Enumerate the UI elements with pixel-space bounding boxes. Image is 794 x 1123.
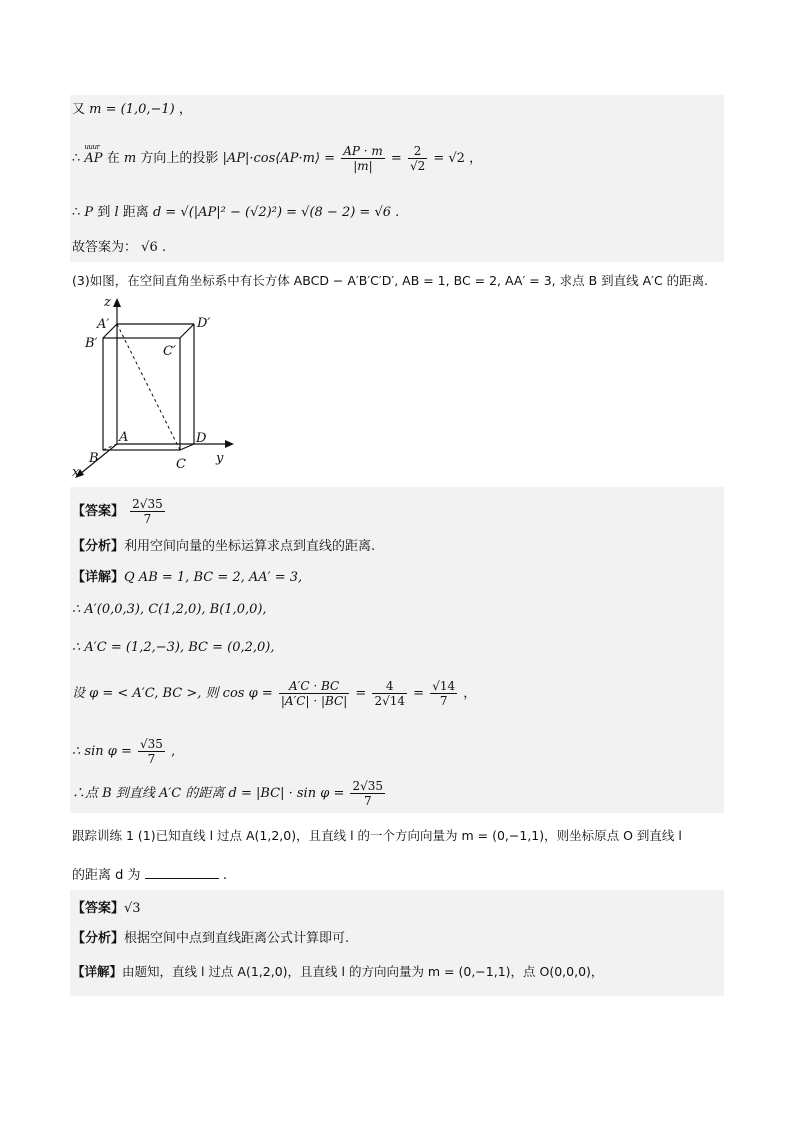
fraction-projection: $\frac{AP \cdot m}{|m|}$: [343, 144, 383, 173]
distance-fraction: $\frac{2√35}{7}$: [352, 779, 384, 808]
detail-3-line-5: ∴ sin φ = $\frac{√35}{7}$ ,: [72, 737, 176, 766]
detail-3-line-1: 【详解】Q AB = 1, BC = 2, AA′ = 3,: [72, 570, 303, 585]
detail-3-line-3: ∴ A′C = (1,2,−3), BC = (0,2,0),: [72, 640, 275, 655]
detail-3-line-4: 设 φ = < A′C, BC >, 则 cos φ = $\frac{A'C \cdot BC}{|A'C| \cdot |BC|}$ = $\frac{4}{2√14}$ = $\frac{√14}{7}$ ，: [72, 679, 477, 708]
label-x: x: [72, 465, 80, 480]
root-fourteen-over-seven: $\frac{√14}{7}$: [432, 679, 456, 708]
label-a-prime: A′: [97, 317, 110, 332]
detail-3-line-6: ∴点 B 到直线 A′C 的距离 d = |BC| · sin φ = $\frac{2√35}{7}$: [72, 779, 384, 808]
label-b: B: [89, 451, 99, 466]
detail-3-line-2: ∴ A′(0,0,3), C(1,2,0), B(1,0,0),: [72, 602, 267, 617]
solution-line-1: 又 m = (1,0,−1) ，: [72, 102, 192, 117]
label-z: z: [104, 295, 111, 310]
practice-detail-line: 【详解】由题知，直线 l 过点 A(1,2,0)，且直线 l 的方向向量为 m = (0,−1,1)，点 O(0,0,0)，: [72, 964, 604, 979]
label-a: A: [119, 430, 129, 445]
answer-3-fraction: $\frac{2√35}{7}$: [132, 497, 163, 526]
practice-1-statement: 跟踪训练 1 (1)已知直线 l 过点 A(1,2,0)，且直线 l 的一个方向向量为 m = (0,−1,1)，则坐标原点 O 到直线 l: [72, 828, 682, 843]
label-c: C: [176, 457, 186, 472]
label-y: y: [216, 451, 224, 466]
practice-answer-line: 【答案】√3: [72, 901, 141, 916]
solution-block-top: [70, 95, 724, 262]
label-d: D: [196, 431, 207, 446]
label-b-prime: B′: [85, 336, 98, 351]
answer-blank[interactable]: [145, 866, 219, 879]
solution-line-3: ∴ P 到 l 距离 d = √(|AP|² − (√2)²) = √(8 − 2) = √6 .: [72, 205, 400, 220]
practice-analysis-line: 【分析】根据空间中点到直线距离公式计算即可.: [72, 931, 350, 946]
practice-1-statement-line2: 的距离 d 为 .: [72, 868, 227, 883]
problem-3-statement: (3)如图，在空间直角坐标系中有长方体 ABCD − A′B′C′D′, AB = 1, BC = 2, AA′ = 3, 求点 B 到直线 A′C 的距离.: [72, 273, 709, 288]
four-over-two-root-fourteen: $\frac{4}{2√14}$: [374, 679, 406, 708]
fraction-two-root-two: $\frac{2}{√2}$: [409, 144, 426, 173]
answer-3-line: 【答案】 $\frac{2√35}{7}$: [72, 497, 163, 526]
cos-fraction: $\frac{A'C \cdot BC}{|A'C| \cdot |BC|}$: [280, 679, 348, 708]
label-d-prime: D′: [197, 316, 211, 331]
analysis-3-line: 【分析】利用空间向量的坐标运算求点到直线的距离.: [72, 539, 376, 554]
sin-fraction: $\frac{√35}{7}$: [140, 737, 163, 766]
solution-line-4: 故答案为： √6 .: [72, 240, 166, 255]
solution-line-2: ∴ uuur AP 在 m 方向上的投影 |AP|·cos⟨AP·m⟩ = $\frac{AP \cdot m}{|m|}$ = $\frac{2}{√2}$ = √2 ，: [72, 145, 482, 172]
cuboid-figure: [70, 292, 250, 482]
label-c-prime: C′: [163, 344, 176, 359]
